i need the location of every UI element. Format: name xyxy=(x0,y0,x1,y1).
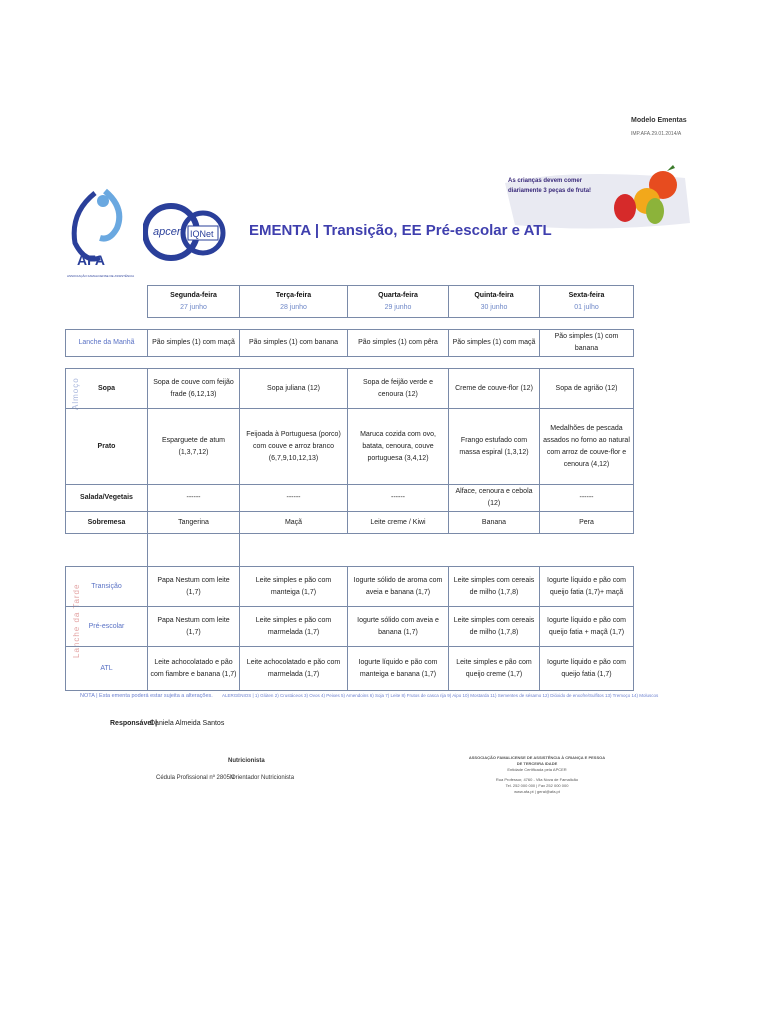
menu-cell: ------ xyxy=(148,485,240,512)
menu-cell: Iogurte líquido e pão com manteiga e banana (1,7) xyxy=(348,647,449,691)
row-label: Salada/Vegetais xyxy=(66,485,148,512)
day-header xyxy=(449,286,540,318)
menu-cell: Tangerina xyxy=(148,512,240,534)
menu-cell: Feijoada à Portuguesa (porco) com couve e arroz branco (6,7,9,10,12,13) xyxy=(240,409,348,485)
row-label: ATL xyxy=(66,647,148,691)
menu-cell: Maçã xyxy=(240,512,348,534)
day-date: 01 julho xyxy=(574,303,599,311)
menu-cell: Sopa de feijão verde e cenoura (12) xyxy=(348,369,449,409)
model-label: Modelo Ementas xyxy=(631,117,687,124)
menu-cell: Frango estufado com massa espiral (1,3,12) xyxy=(449,409,540,485)
menu-cell: Sopa de couve com feijão frade (6,12,13) xyxy=(148,369,240,409)
menu-cell: ------ xyxy=(348,485,449,512)
pre-escolar-row xyxy=(66,607,634,647)
nota-text: NOTA | Esta ementa poderá estar sujeita a alterações. xyxy=(80,693,213,699)
row-label: Pré-escolar xyxy=(66,607,148,647)
menu-cell: Leite achocolatado e pão com fiambre e banana (1,7) xyxy=(148,647,240,691)
transicao-row xyxy=(66,567,634,607)
association-phone: Tel. 252 000 000 | Fax 252 000 000 xyxy=(505,783,569,788)
menu-cell: Medalhões de pescada assados no forno ao natural com arroz de couve-flor e cenoura (4,12) xyxy=(540,409,634,485)
menu-cell: Pão simples (1) com banana xyxy=(540,330,634,357)
menu-cell: Papa Nestum com leite (1,7) xyxy=(148,607,240,647)
menu-cell: Creme de couve-flor (12) xyxy=(449,369,540,409)
row-label: Lanche da Manhã xyxy=(66,330,148,357)
responsavel-label: Responsável | xyxy=(110,720,158,727)
menu-cell: Leite simples e pão com marmelada (1,7) xyxy=(240,607,348,647)
day-date: 29 junho xyxy=(384,303,412,311)
section-lanche-tarde-label: Lanche da Tarde xyxy=(72,583,81,658)
association-info xyxy=(467,755,607,795)
afa-logo xyxy=(65,183,140,293)
menu-cell: Sopa de agrião (12) xyxy=(540,369,634,409)
menu-cell: ------ xyxy=(540,485,634,512)
menu-cell: Leite simples com cereais de milho (1,7,8) xyxy=(449,607,540,647)
menu-cell: Iogurte sólido de aroma com aveia e banana (1,7) xyxy=(348,567,449,607)
day-name: Sexta-feira xyxy=(568,291,605,299)
salada-row xyxy=(66,485,634,512)
corner-cell xyxy=(66,286,148,318)
menu-cell: Leite simples e pão com manteiga (1,7) xyxy=(240,567,348,607)
menu-cell: Banana xyxy=(449,512,540,534)
menu-cell: Pão simples (1) com maçã xyxy=(449,330,540,357)
menu-cell: Maruca cozida com ovo, batata, cenoura, couve portuguesa (3,4,12) xyxy=(348,409,449,485)
afa-logo-text: AFA xyxy=(77,252,105,268)
association-name: ASSOCIAÇÃO FAMALICENSE DE ASSISTÊNCIA À CRIANÇA E PESSOA DE TERCEIRA IDADE xyxy=(468,755,606,766)
atl-row xyxy=(66,647,634,691)
association-web: www.afa.pt | geral@afa.pt xyxy=(514,789,560,794)
menu-cell: ------ xyxy=(240,485,348,512)
fruit-message: As crianças devem comer diariamente 3 peças de fruta! xyxy=(508,178,592,194)
sopa-row xyxy=(66,369,634,409)
responsavel-name: Daniela Almeida Santos xyxy=(150,720,225,727)
orientador-text: Orientador Nutricionista xyxy=(231,775,295,781)
row-label: Sobremesa xyxy=(66,512,148,534)
day-name: Terça-feira xyxy=(275,291,312,299)
day-header xyxy=(348,286,449,318)
menu-cell: Pão simples (1) com banana xyxy=(240,330,348,357)
menu-cell: Papa Nestum com leite (1,7) xyxy=(148,567,240,607)
iqnet-logo-text: IQNet xyxy=(190,229,214,239)
menu-cell: Alface, cenoura e cebola (12) xyxy=(449,485,540,512)
day-header-row xyxy=(66,286,634,318)
menu-cell: Pão simples (1) com maçã xyxy=(148,330,240,357)
menu-cell: Leite simples com cereais de milho (1,7,8) xyxy=(449,567,540,607)
nutricionista-label: Nutricionista xyxy=(228,758,265,764)
menu-cell: Iogurte líquido e pão com queijo fatia (1,7) xyxy=(540,647,634,691)
menu-cell: Pão simples (1) com pêra xyxy=(348,330,449,357)
day-header xyxy=(148,286,240,318)
row-label: Transição xyxy=(66,567,148,607)
day-date: 28 junho xyxy=(280,303,307,311)
prato-row xyxy=(66,409,634,485)
model-code: IMP.AFA.29.01.2014/A xyxy=(631,131,682,137)
association-cert: Entidade Certificada pela APCER xyxy=(507,767,567,772)
day-date: 30 junho xyxy=(480,303,508,311)
apcer-logo-text: apcer xyxy=(153,226,181,238)
menu-cell: Iogurte líquido e pão com queijo fatia + maçã (1,7) xyxy=(540,607,634,647)
day-header xyxy=(240,286,348,318)
menu-cell: Esparguete de atum (1,3,7,12) xyxy=(148,409,240,485)
page-title: EMENTA | Transição, EE Pré-escolar e ATL xyxy=(249,222,552,239)
cedula-text: Cédula Profissional nº 2805N xyxy=(156,775,235,781)
menu-cell: Pera xyxy=(540,512,634,534)
association-address: Rua Professor, 4760 - Vila Nova de Famalicão xyxy=(495,777,579,782)
section-almoco-label: Almoço xyxy=(71,377,80,410)
day-name: Segunda-feira xyxy=(170,291,217,299)
menu-cell: Iogurte sólido com aveia e banana (1,7) xyxy=(348,607,449,647)
afa-logo-sub: ASSOCIAÇÃO FAMALICENSE DE ASSISTÊNCIA xyxy=(67,274,135,278)
iqnet-logo xyxy=(180,202,226,264)
menu-table xyxy=(65,285,633,691)
menu-cell: Leite creme / Kiwi xyxy=(348,512,449,534)
lanche-manha-row xyxy=(66,330,634,357)
sobremesa-row xyxy=(66,512,634,534)
day-name: Quinta-feira xyxy=(474,291,514,299)
row-label: Prato xyxy=(66,409,148,485)
row-label: Sopa xyxy=(66,369,148,409)
alergenios-text: ALERGÉNIOS | 1) Glúten 2) Crustáceos 3) Ovos 4) Peixes 5) Amendoins 6) Soja 7) Leite 8) Frutos de casca rija 9) Aipo 10) Mostarda 11) Sementes de sésamo 12) Dióxido de enxofre/Sulfitos 13) Tremoço 14) Moluscos xyxy=(222,693,659,698)
menu-cell: Iogurte líquido e pão com queijo fatia (1,7)+ maçã xyxy=(540,567,634,607)
day-name: Quarta-feira xyxy=(378,291,418,299)
day-date: 27 junho xyxy=(180,303,207,311)
menu-cell: Sopa juliana (12) xyxy=(240,369,348,409)
day-header xyxy=(540,286,634,318)
menu-cell: Leite achocolatado e pão com marmelada (1,7) xyxy=(240,647,348,691)
menu-cell: Leite simples e pão com queijo creme (1,7) xyxy=(449,647,540,691)
